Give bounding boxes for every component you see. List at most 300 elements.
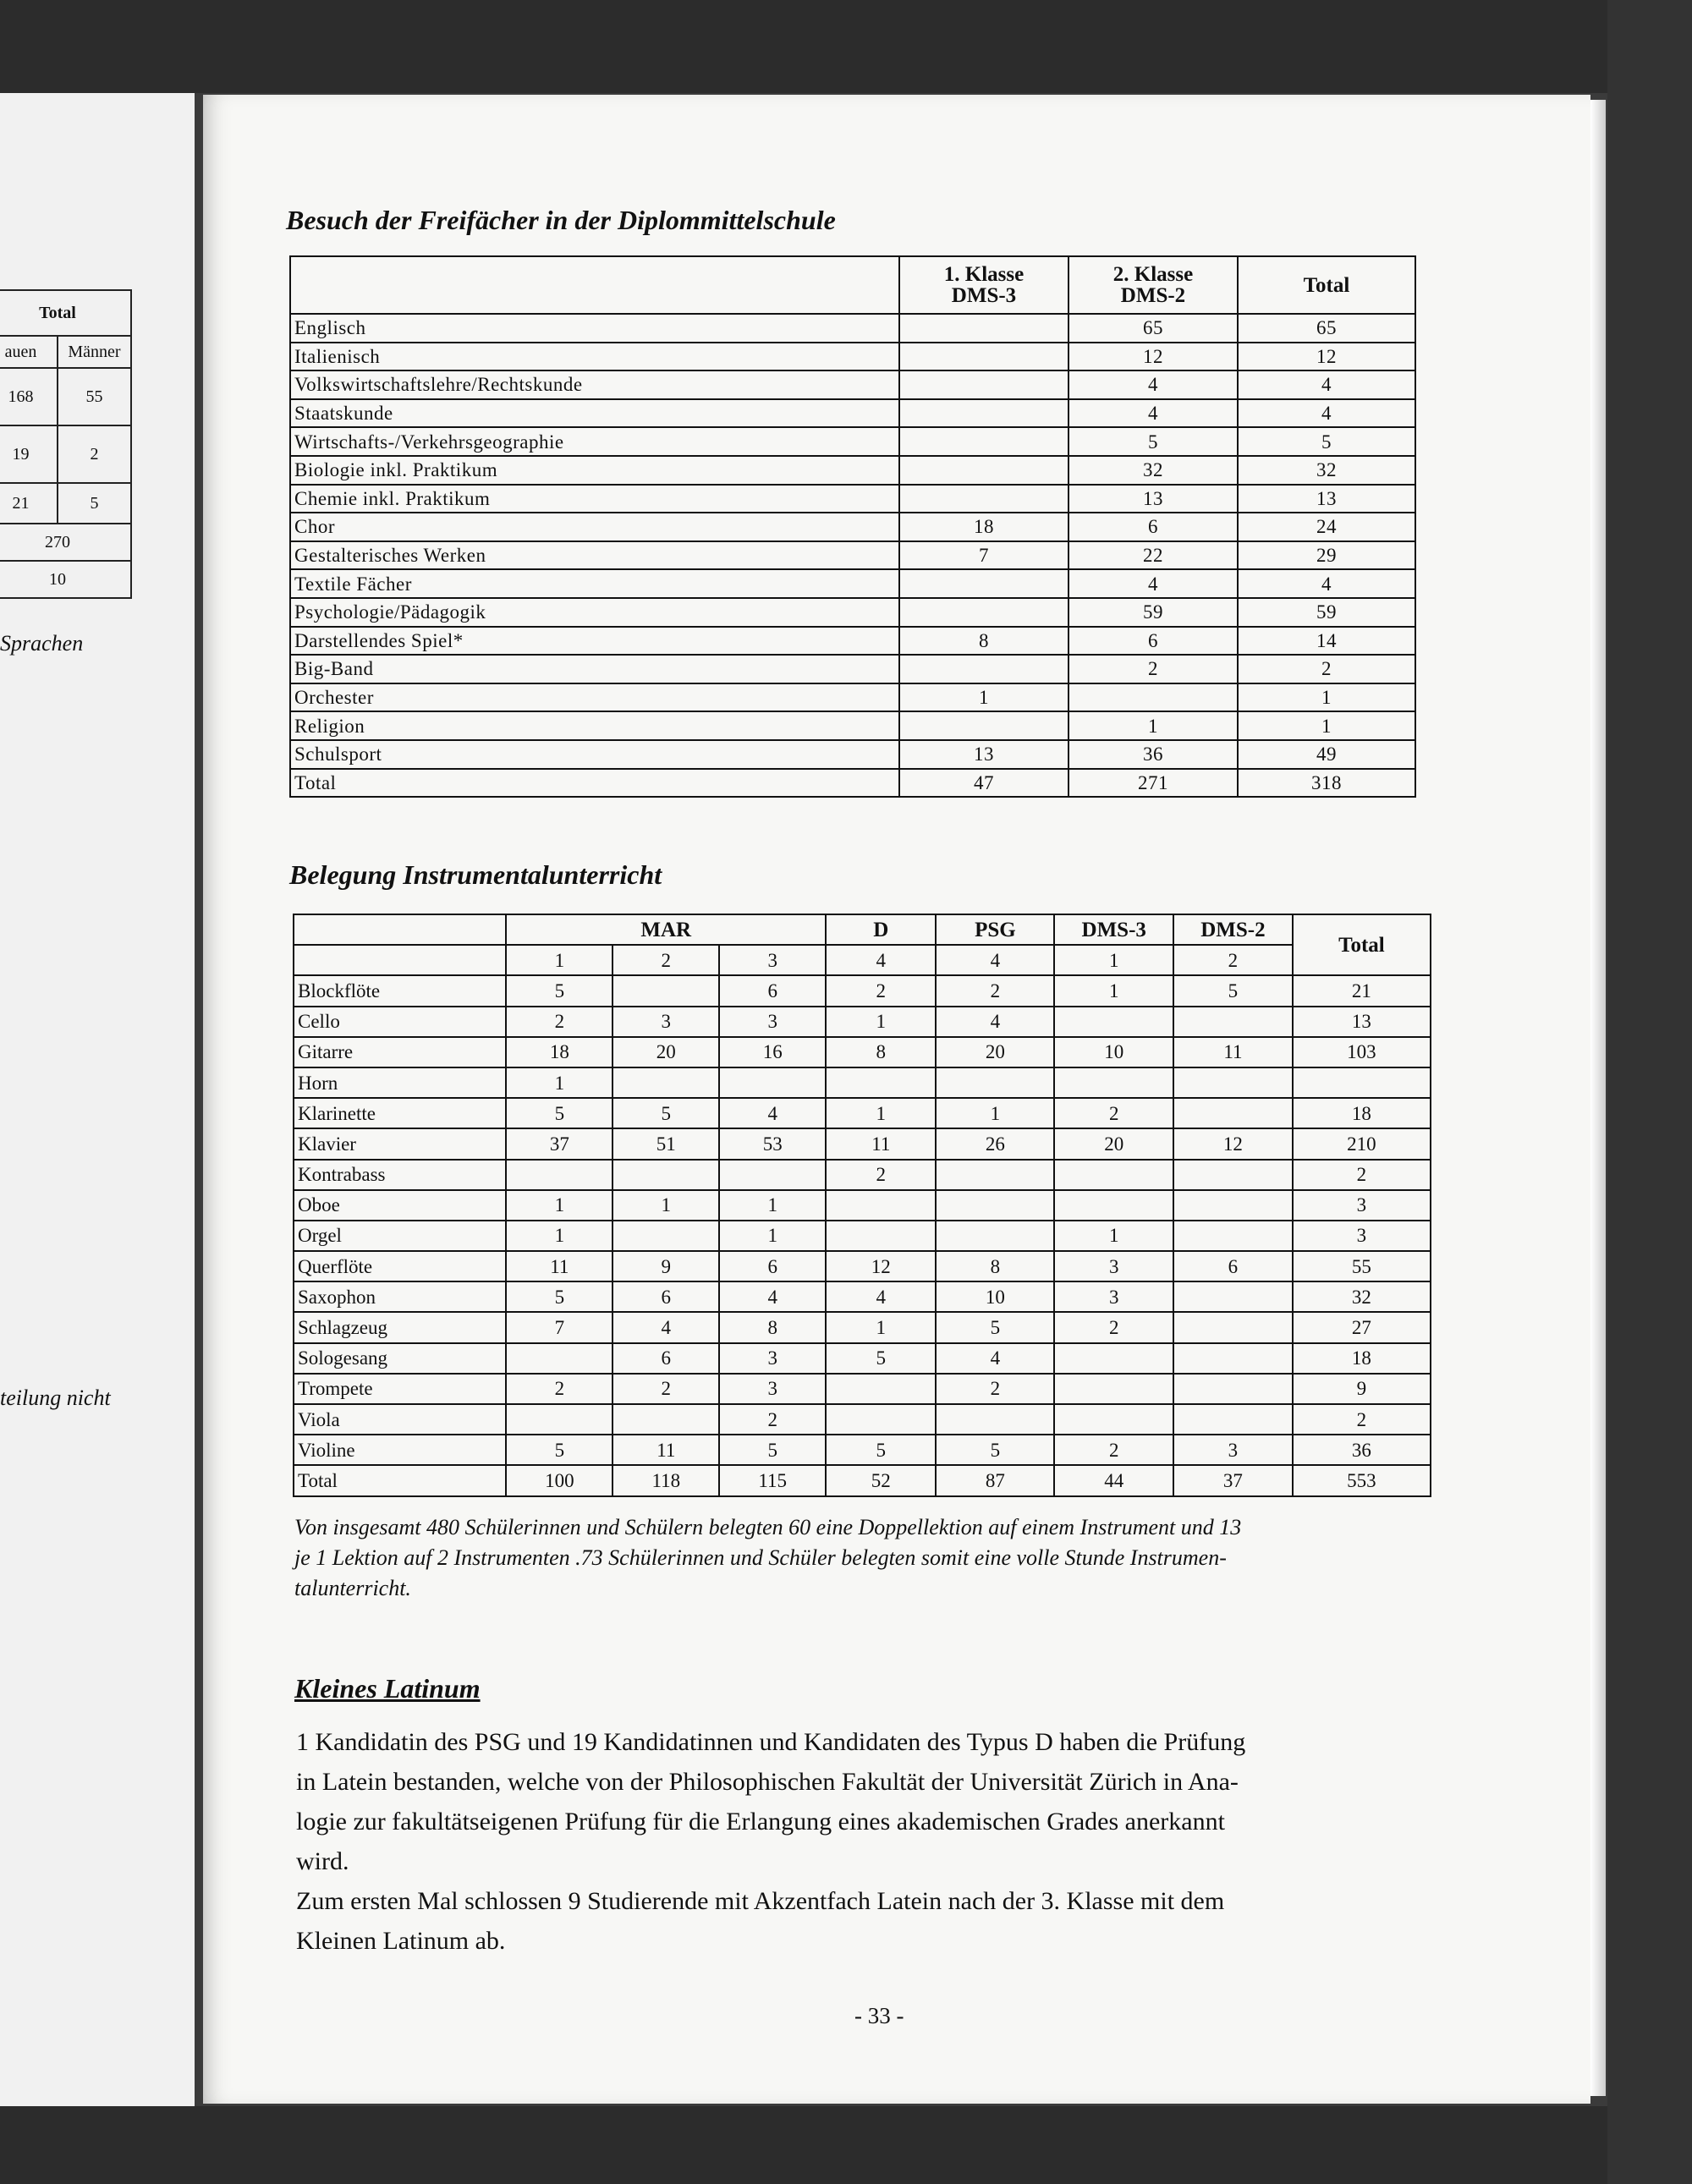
freifach-klasse-1 <box>899 399 1068 428</box>
freifach-row <box>290 569 1415 598</box>
instrument-count <box>826 1221 936 1251</box>
freifach-name: Religion <box>290 711 899 740</box>
instrument-count: 4 <box>936 1343 1054 1374</box>
instrument-count: 10 <box>1054 1037 1173 1067</box>
left-cell: 21 <box>0 483 58 524</box>
instrument-count: 2 <box>1293 1404 1431 1435</box>
freifach-klasse-1: 13 <box>899 740 1068 769</box>
instrument-count: 100 <box>506 1465 613 1495</box>
instrument-count: 36 <box>1293 1435 1431 1465</box>
freifach-klasse-1: 7 <box>899 541 1068 570</box>
instrument-count: 2 <box>506 1007 613 1037</box>
left-page-table <box>0 289 132 599</box>
subheader-cell: 2 <box>613 945 719 975</box>
instrument-count: 2 <box>936 1374 1054 1404</box>
instrument-count: 118 <box>613 1465 719 1495</box>
freifach-klasse-2: 36 <box>1068 740 1238 769</box>
header-dms2: DMS-2 <box>1173 914 1293 945</box>
instrument-count <box>506 1343 613 1374</box>
subheader-cell: 1 <box>506 945 613 975</box>
freifach-total: 29 <box>1238 541 1415 570</box>
freifach-name: Volkswirtschaftslehre/Rechtskunde <box>290 370 899 399</box>
instrument-count: 20 <box>1054 1128 1173 1159</box>
instrument-count <box>936 1067 1054 1098</box>
instrument-row <box>294 1067 1431 1098</box>
left-cell: 19 <box>0 425 58 483</box>
instrument-count: 5 <box>936 1435 1054 1465</box>
header-k2-line1: 2. Klasse <box>1112 263 1194 286</box>
instrument-name: Gitarre <box>294 1037 506 1067</box>
instrument-count: 12 <box>826 1251 936 1281</box>
left-cell: 168 <box>0 368 58 425</box>
instrument-name: Trompete <box>294 1374 506 1404</box>
instrument-row <box>294 975 1431 1006</box>
freifach-name: Total <box>290 769 899 798</box>
freifach-name: Chemie inkl. Praktikum <box>290 485 899 513</box>
instrument-count: 2 <box>506 1374 613 1404</box>
freifach-row <box>290 711 1415 740</box>
header-mar: MAR <box>506 914 826 945</box>
instrument-row <box>294 1404 1431 1435</box>
subheader-cell: 1 <box>1054 945 1173 975</box>
instrument-count: 2 <box>936 975 1054 1006</box>
freifach-klasse-2: 4 <box>1068 399 1238 428</box>
scan-background-bottom <box>0 2106 1692 2184</box>
freifach-total: 5 <box>1238 427 1415 456</box>
freifach-total: 49 <box>1238 740 1415 769</box>
freifach-name: Staatskunde <box>290 399 899 428</box>
freifach-klasse-1 <box>899 598 1068 627</box>
header-dms3: DMS-3 <box>1054 914 1173 945</box>
freifach-row <box>290 541 1415 570</box>
freifach-row <box>290 655 1415 683</box>
instrument-count <box>936 1190 1054 1221</box>
left-col-a: auen <box>0 336 58 368</box>
freifaecher-title: Besuch der Freifächer in der Diplommittelschule <box>286 205 836 235</box>
instrument-count <box>1173 1312 1293 1342</box>
freifach-name: Biologie inkl. Praktikum <box>290 456 899 485</box>
instrument-count: 6 <box>613 1343 719 1374</box>
instrument-count: 4 <box>613 1312 719 1342</box>
freifach-total: 32 <box>1238 456 1415 485</box>
subheader-cell: 4 <box>936 945 1054 975</box>
instrument-count <box>1173 1221 1293 1251</box>
instrument-count: 18 <box>1293 1098 1431 1128</box>
instrument-name: Saxophon <box>294 1281 506 1312</box>
freifach-name: Big-Band <box>290 655 899 683</box>
instrument-count: 5 <box>936 1312 1054 1342</box>
left-cell: 5 <box>58 483 131 524</box>
instrument-name: Violine <box>294 1435 506 1465</box>
freifach-klasse-1 <box>899 569 1068 598</box>
instrument-count: 5 <box>506 975 613 1006</box>
instrument-count: 8 <box>936 1251 1054 1281</box>
freifach-total: 12 <box>1238 343 1415 371</box>
left-cell: 55 <box>58 368 131 425</box>
instrument-count: 2 <box>826 1160 936 1190</box>
freifach-klasse-1 <box>899 370 1068 399</box>
subheader-cell: 4 <box>826 945 936 975</box>
freifach-total: 1 <box>1238 683 1415 712</box>
instrument-name: Cello <box>294 1007 506 1037</box>
instrument-count: 1 <box>719 1221 826 1251</box>
freifach-name: Orchester <box>290 683 899 712</box>
instrument-row <box>294 1098 1431 1128</box>
header-klasse-2 <box>1068 256 1238 314</box>
instrument-count <box>1054 1160 1173 1190</box>
instrument-count <box>1054 1007 1173 1037</box>
freifach-name: Chor <box>290 513 899 541</box>
freifach-name: Textile Fächer <box>290 569 899 598</box>
freifach-row <box>290 370 1415 399</box>
instrument-row <box>294 1160 1431 1190</box>
freifach-klasse-1 <box>899 314 1068 343</box>
header-total: Total <box>1238 256 1415 314</box>
freifach-total: 4 <box>1238 399 1415 428</box>
freifach-klasse-2: 32 <box>1068 456 1238 485</box>
caption-line: talunterricht. <box>294 1576 411 1600</box>
freifach-klasse-2: 6 <box>1068 627 1238 656</box>
instrument-count <box>613 1160 719 1190</box>
instrument-count <box>1173 1404 1293 1435</box>
instrument-count <box>506 1160 613 1190</box>
freifach-klasse-1 <box>899 711 1068 740</box>
instrument-count: 5 <box>719 1435 826 1465</box>
instrument-count: 1 <box>826 1007 936 1037</box>
instrument-count <box>936 1404 1054 1435</box>
instrument-row <box>294 1281 1431 1312</box>
freifach-total: 4 <box>1238 569 1415 598</box>
instrument-count: 6 <box>719 975 826 1006</box>
instrument-count: 11 <box>613 1435 719 1465</box>
instrument-name: Blockflöte <box>294 975 506 1006</box>
freifach-klasse-2: 4 <box>1068 569 1238 598</box>
instrument-count: 5 <box>506 1435 613 1465</box>
instrument-count: 21 <box>1293 975 1431 1006</box>
instrument-count <box>1173 1190 1293 1221</box>
instrument-count: 3 <box>1293 1190 1431 1221</box>
latinum-paragraph <box>296 1722 1472 1961</box>
left-cell: 2 <box>58 425 131 483</box>
instrument-count <box>936 1221 1054 1251</box>
instrument-count <box>1173 1098 1293 1128</box>
instrument-row <box>294 1343 1431 1374</box>
instrument-count: 18 <box>1293 1343 1431 1374</box>
instrument-count <box>613 975 719 1006</box>
freifach-name: Gestalterisches Werken <box>290 541 899 570</box>
body-line: in Latein bestanden, welche von der Philosophischen Fakultät der Universität Zürich in Ana- <box>296 1768 1239 1796</box>
instrument-count <box>719 1160 826 1190</box>
instrument-count: 2 <box>1054 1312 1173 1342</box>
instrument-count: 103 <box>1293 1037 1431 1067</box>
freifach-row <box>290 513 1415 541</box>
freifach-total: 14 <box>1238 627 1415 656</box>
freifach-klasse-2: 2 <box>1068 655 1238 683</box>
instrument-count: 1 <box>613 1190 719 1221</box>
freifach-total: 59 <box>1238 598 1415 627</box>
instrument-count <box>1054 1343 1173 1374</box>
instrument-count: 2 <box>1293 1160 1431 1190</box>
document-page <box>203 95 1590 2104</box>
freifach-row <box>290 627 1415 656</box>
instrument-count: 10 <box>936 1281 1054 1312</box>
instrument-count <box>1173 1067 1293 1098</box>
instrument-count: 3 <box>613 1007 719 1037</box>
instrument-name: Kontrabass <box>294 1160 506 1190</box>
freifach-klasse-2: 4 <box>1068 370 1238 399</box>
freifach-klasse-2: 59 <box>1068 598 1238 627</box>
header-empty-cell <box>294 914 506 945</box>
instrument-count: 5 <box>1173 975 1293 1006</box>
freifach-total: 1 <box>1238 711 1415 740</box>
instrument-count: 7 <box>506 1312 613 1342</box>
instrumental-table <box>293 914 1431 1497</box>
instrument-count: 55 <box>1293 1251 1431 1281</box>
instrument-row <box>294 1190 1431 1221</box>
freifach-klasse-1 <box>899 485 1068 513</box>
freifach-klasse-2: 22 <box>1068 541 1238 570</box>
instrument-count: 18 <box>506 1037 613 1067</box>
freifach-row <box>290 740 1415 769</box>
instrument-count: 1 <box>719 1190 826 1221</box>
instrument-count: 53 <box>719 1128 826 1159</box>
instrumental-subheader-row <box>294 945 1431 975</box>
instrument-count: 2 <box>613 1374 719 1404</box>
freifach-klasse-1 <box>899 343 1068 371</box>
left-italic-text-2: teilung nicht <box>0 1386 111 1410</box>
instrument-count: 6 <box>613 1281 719 1312</box>
instrument-count: 11 <box>826 1128 936 1159</box>
left-facing-page <box>0 93 195 2106</box>
freifach-total: 4 <box>1238 370 1415 399</box>
freifach-name: Darstellendes Spiel* <box>290 627 899 656</box>
header-instr-total: Total <box>1293 914 1431 975</box>
instrument-count: 9 <box>613 1251 719 1281</box>
instrument-row <box>294 1128 1431 1159</box>
instrument-count: 4 <box>826 1281 936 1312</box>
instrument-count <box>1173 1160 1293 1190</box>
instrument-name: Schlagzeug <box>294 1312 506 1342</box>
instrument-count: 16 <box>719 1037 826 1067</box>
instrumental-title: Belegung Instrumentalunterricht <box>289 859 662 890</box>
freifach-name: Wirtschafts-/Verkehrsgeographie <box>290 427 899 456</box>
freifach-row <box>290 427 1415 456</box>
freifach-klasse-2: 12 <box>1068 343 1238 371</box>
caption-line: je 1 Lektion auf 2 Instrumenten .73 Schülerinnen und Schüler belegten somit eine volle Stunde Instrumen- <box>294 1545 1227 1570</box>
instrument-count: 9 <box>1293 1374 1431 1404</box>
freifach-klasse-2: 5 <box>1068 427 1238 456</box>
instrument-count: 5 <box>826 1435 936 1465</box>
freifach-klasse-2: 6 <box>1068 513 1238 541</box>
instrument-count: 3 <box>1293 1221 1431 1251</box>
freifach-name: Englisch <box>290 314 899 343</box>
instrument-count <box>1054 1404 1173 1435</box>
instrument-count <box>613 1067 719 1098</box>
body-line: 1 Kandidatin des PSG und 19 Kandidatinnen und Kandidaten des Typus D haben die Prüfung <box>296 1728 1246 1756</box>
left-table-header: Total <box>0 290 131 336</box>
instrument-count: 2 <box>1054 1098 1173 1128</box>
freifach-name: Psychologie/Pädagogik <box>290 598 899 627</box>
instrument-count <box>1173 1281 1293 1312</box>
freifach-row <box>290 456 1415 485</box>
freifach-klasse-1: 47 <box>899 769 1068 798</box>
header-psg: PSG <box>936 914 1054 945</box>
freifach-row <box>290 399 1415 428</box>
instrumental-caption <box>294 1512 1470 1604</box>
header-empty-cell <box>290 256 899 314</box>
instrument-count: 1 <box>1054 1221 1173 1251</box>
instrument-count <box>1054 1190 1173 1221</box>
body-line: wird. <box>296 1847 349 1875</box>
freifach-total: 318 <box>1238 769 1415 798</box>
instrument-count: 5 <box>506 1281 613 1312</box>
freifach-klasse-1: 18 <box>899 513 1068 541</box>
instrument-count <box>1293 1067 1431 1098</box>
instrument-count: 3 <box>719 1343 826 1374</box>
header-k2-line2: DMS-2 <box>1120 284 1186 307</box>
instrument-count: 5 <box>613 1098 719 1128</box>
instrument-count: 5 <box>506 1098 613 1128</box>
freifach-klasse-1: 8 <box>899 627 1068 656</box>
freifach-total: 2 <box>1238 655 1415 683</box>
page-number: - 33 - <box>854 2003 904 2028</box>
instrument-count: 20 <box>613 1037 719 1067</box>
freifach-klasse-1 <box>899 655 1068 683</box>
instrumental-rows <box>294 975 1431 1495</box>
instrument-count: 6 <box>719 1251 826 1281</box>
instrument-row <box>294 1221 1431 1251</box>
instrument-count: 32 <box>1293 1281 1431 1312</box>
instrument-count <box>1054 1374 1173 1404</box>
instrument-count <box>1173 1343 1293 1374</box>
freifach-row <box>290 485 1415 513</box>
instrument-count <box>613 1221 719 1251</box>
freifach-klasse-2: 65 <box>1068 314 1238 343</box>
scan-background-right <box>1607 0 1692 2184</box>
freifach-klasse-1 <box>899 427 1068 456</box>
instrument-name: Querflöte <box>294 1251 506 1281</box>
instrument-count <box>826 1190 936 1221</box>
header-k1-line1: 1. Klasse <box>943 263 1025 286</box>
freifach-klasse-1: 1 <box>899 683 1068 712</box>
subheader-empty-cell <box>294 945 506 975</box>
freifach-row <box>290 769 1415 798</box>
header-klasse-1 <box>899 256 1068 314</box>
freifaecher-rows <box>290 314 1415 797</box>
instrument-count: 52 <box>826 1465 936 1495</box>
instrument-count: 8 <box>719 1312 826 1342</box>
left-italic-text-1: Sprachen <box>0 631 84 656</box>
instrument-count: 6 <box>1173 1251 1293 1281</box>
subheader-cell: 2 <box>1173 945 1293 975</box>
freifach-total: 65 <box>1238 314 1415 343</box>
instrument-count: 51 <box>613 1128 719 1159</box>
body-line: Kleinen Latinum ab. <box>296 1927 506 1955</box>
instrument-count: 210 <box>1293 1128 1431 1159</box>
instrument-count <box>1173 1374 1293 1404</box>
instrument-name: Oboe <box>294 1190 506 1221</box>
instrument-count: 13 <box>1293 1007 1431 1037</box>
instrument-row <box>294 1007 1431 1037</box>
freifach-klasse-2: 271 <box>1068 769 1238 798</box>
instrument-count: 1 <box>936 1098 1054 1128</box>
instrument-count: 37 <box>506 1128 613 1159</box>
freifach-row <box>290 314 1415 343</box>
instrument-count: 2 <box>826 975 936 1006</box>
freifach-klasse-1 <box>899 456 1068 485</box>
instrument-name: Klarinette <box>294 1098 506 1128</box>
scan-background-top <box>0 0 1692 93</box>
freifach-klasse-2 <box>1068 683 1238 712</box>
instrument-count: 1 <box>826 1098 936 1128</box>
freifach-klasse-2: 1 <box>1068 711 1238 740</box>
left-col-b: Männer <box>58 336 131 368</box>
instrument-name: Total <box>294 1465 506 1495</box>
header-k1-line2: DMS-3 <box>951 284 1017 307</box>
left-cell: 270 <box>0 524 131 561</box>
instrument-count: 4 <box>719 1098 826 1128</box>
instrument-count: 3 <box>719 1007 826 1037</box>
instrument-name: Orgel <box>294 1221 506 1251</box>
instrument-count: 20 <box>936 1037 1054 1067</box>
instrument-row <box>294 1435 1431 1465</box>
latinum-title: Kleines Latinum <box>294 1673 481 1704</box>
instrument-count: 2 <box>719 1404 826 1435</box>
instrument-count: 8 <box>826 1037 936 1067</box>
instrument-count: 1 <box>826 1312 936 1342</box>
instrument-count: 4 <box>936 1007 1054 1037</box>
instrument-count: 1 <box>506 1190 613 1221</box>
instrument-row <box>294 1037 1431 1067</box>
instrument-count: 3 <box>1054 1281 1173 1312</box>
instrument-row <box>294 1251 1431 1281</box>
instrument-name: Klavier <box>294 1128 506 1159</box>
instrument-count <box>826 1404 936 1435</box>
instrument-count: 27 <box>1293 1312 1431 1342</box>
freifach-name: Schulsport <box>290 740 899 769</box>
freifach-klasse-2: 13 <box>1068 485 1238 513</box>
freifaecher-table <box>289 255 1416 798</box>
freifach-total: 24 <box>1238 513 1415 541</box>
instrument-count: 1 <box>506 1221 613 1251</box>
instrument-row <box>294 1374 1431 1404</box>
instrument-count: 3 <box>719 1374 826 1404</box>
instrument-name: Viola <box>294 1404 506 1435</box>
freifach-total: 13 <box>1238 485 1415 513</box>
instrument-count <box>1173 1007 1293 1037</box>
instrument-count: 12 <box>1173 1128 1293 1159</box>
instrument-name: Sologesang <box>294 1343 506 1374</box>
body-line: logie zur fakultätseigenen Prüfung für die Erlangung eines akademischen Grades anerkannt <box>296 1808 1225 1836</box>
instrument-count: 37 <box>1173 1465 1293 1495</box>
instrument-count <box>826 1067 936 1098</box>
instrument-count: 87 <box>936 1465 1054 1495</box>
instrument-count <box>826 1374 936 1404</box>
instrument-count: 3 <box>1173 1435 1293 1465</box>
instrument-count: 11 <box>1173 1037 1293 1067</box>
instrument-count: 553 <box>1293 1465 1431 1495</box>
instrument-name: Horn <box>294 1067 506 1098</box>
instrument-row <box>294 1312 1431 1342</box>
instrument-count <box>936 1160 1054 1190</box>
freifach-row <box>290 683 1415 712</box>
instrument-count: 115 <box>719 1465 826 1495</box>
freifach-row <box>290 598 1415 627</box>
instrument-count: 44 <box>1054 1465 1173 1495</box>
instrument-count: 3 <box>1054 1251 1173 1281</box>
instrument-count: 5 <box>826 1343 936 1374</box>
instrument-count: 2 <box>1054 1435 1173 1465</box>
